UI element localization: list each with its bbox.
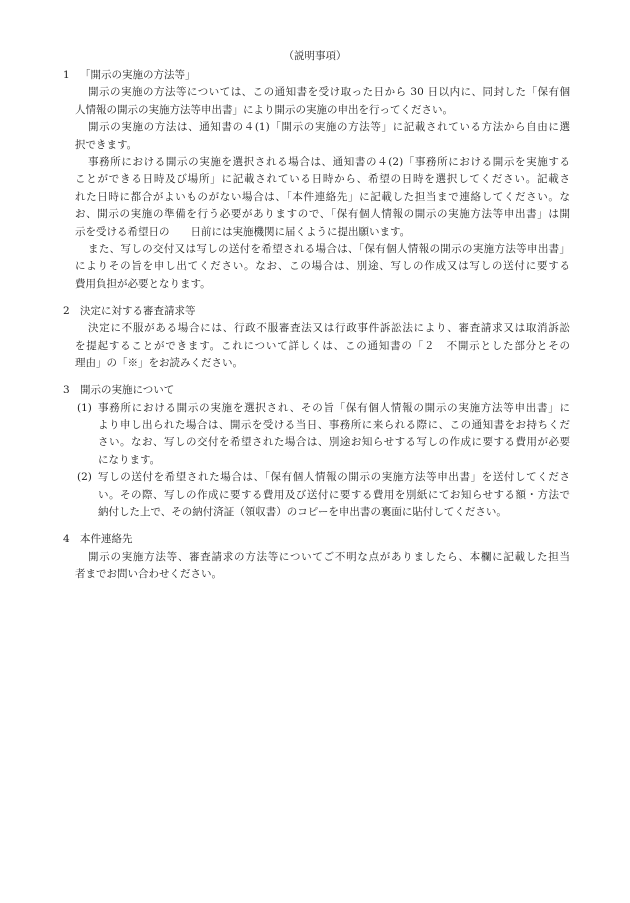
section-title: 「開示の実施の方法等」 xyxy=(80,69,196,81)
paragraph-line: を提起することができます。これについて詳しくは、この通知書の「２ 不開示とした部分とその xyxy=(75,339,570,352)
section-number: 4 xyxy=(63,533,70,546)
section-3 xyxy=(0,382,630,521)
paragraph-line: れた日時に都合がよいものがない場合は、「本件連絡先」に記載した担当まで連絡してください。な xyxy=(75,190,570,203)
paragraph xyxy=(75,119,570,154)
paragraph xyxy=(75,241,570,293)
list-item xyxy=(77,400,570,470)
paragraph-line: 人情報の開示の実施方法等申出書」により開示の実施の申出を行ってください。 xyxy=(75,103,453,116)
list-item-line: より申し出られた場合は、開示を受ける当日、事務所に来られる際に、この通知書をお持ちくだ xyxy=(98,419,570,432)
section-number: 3 xyxy=(63,384,70,397)
paragraph-line: ことができる日時及び場所」に記載されている日時から、希望の日時を選択してください。記載さ xyxy=(75,173,570,186)
paragraph-line: 開示の実施の方法等については、この通知書を受け取った日から 30 日以内に、同封した「保有個 xyxy=(88,86,570,99)
paragraph-line: お、開示の実施の準備を行う必要がありますので、「保有個人情報の開示の実施方法等申出書」は開 xyxy=(75,208,570,221)
paragraph xyxy=(75,320,570,372)
section-heading xyxy=(0,303,630,320)
section-heading xyxy=(0,67,630,84)
section-4 xyxy=(0,531,630,583)
paragraph-line: 費用負担が必要となります。 xyxy=(75,277,211,290)
list-item-line: 納付した上で、その納付済証（領収書）のコピーを申出書の裏面に貼付してください。 xyxy=(98,505,507,518)
paragraph xyxy=(75,549,570,584)
paragraph-line: 開示の実施方法等、審査請求の方法等についてご不明な点がありましたら、本欄に記載した担当 xyxy=(88,550,570,563)
section-title: 決定に対する審査請求等 xyxy=(80,304,196,317)
list-item-line: い。その際、写しの作成に要する費用及び送付に要する費用を別紙にてお知らせする額・方法で xyxy=(98,488,570,501)
list-item-line: さい。なお、写しの交付を希望された場合は、別途お知らせする写しの作成に要する費用が必要 xyxy=(98,436,570,449)
paragraph-line: 択できます。 xyxy=(75,138,138,151)
document-body xyxy=(0,67,630,583)
paragraph-line: また、写しの交付又は写しの送付を希望される場合は、「保有個人情報の開示の実施方法等申出書」 xyxy=(88,242,570,255)
section-number: 1 xyxy=(63,69,70,81)
paragraph xyxy=(75,154,570,241)
section-1 xyxy=(0,67,630,293)
list-item-line: 事務所における開示の実施を選択され、その旨「保有個人情報の開示の実施方法等申出書」に xyxy=(98,401,570,414)
paragraph-line: 示を受ける希望日の 日前には実施機関に届くように提出願います。 xyxy=(75,225,411,238)
section-heading xyxy=(0,531,630,548)
list-item-line: になります。 xyxy=(98,453,161,466)
list-item xyxy=(77,469,570,521)
paragraph-line: 決定に不服がある場合には、行政不服審査法又は行政事件訴訟法により、審査請求又は取消訴訟 xyxy=(88,322,570,335)
list-item-label: (1) xyxy=(77,401,92,414)
section-number: 2 xyxy=(63,304,70,317)
list-item-line: 写しの送付を希望された場合は、「保有個人情報の開示の実施方法等申出書」を送付してくださ xyxy=(98,471,570,484)
paragraph-line: 者までお問い合わせください。 xyxy=(75,567,222,580)
document-title: （説明事項） xyxy=(283,50,347,62)
section-title: 開示の実施について xyxy=(80,384,175,397)
list-item-label: (2) xyxy=(77,471,92,484)
paragraph-line: 事務所における開示の実施を選択される場合は、通知書の４(2)「事務所における開示を実施する xyxy=(88,155,570,168)
section-2 xyxy=(0,303,630,373)
paragraph-line: 理由」の「※」をお読みください。 xyxy=(75,357,243,370)
paragraph-line: によりその旨を申し出てください。なお、この場合は、別途、写しの作成又は写しの送付に要する xyxy=(75,260,570,273)
section-heading xyxy=(0,382,630,399)
section-title: 本件連絡先 xyxy=(80,533,133,546)
paragraph xyxy=(75,84,570,119)
paragraph-line: 開示の実施の方法は、通知書の４(1)「開示の実施の方法等」に記載されている方法から自由に選 xyxy=(88,121,570,134)
